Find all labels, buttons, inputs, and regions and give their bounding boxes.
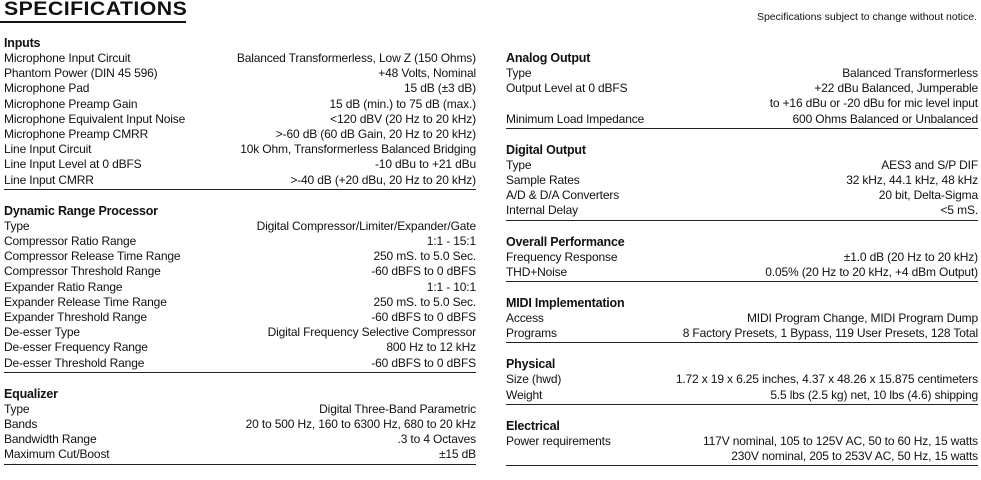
spec-label: Type <box>506 66 532 80</box>
spec-value: Digital Compressor/Limiter/Expander/Gate <box>256 218 476 233</box>
spec-value: 1.72 x 19 x 6.25 inches, 4.37 x 48.26 x 15.875 centimeters <box>675 372 978 387</box>
title-underline <box>0 21 186 23</box>
spec-row <box>506 372 978 387</box>
spec-label: Microphone Preamp Gain <box>4 96 138 111</box>
spec-label: Bands <box>4 417 38 432</box>
spec-value: AES3 and S/P DIF <box>881 157 978 172</box>
spec-label: Output Level at 0 dBFS <box>506 81 628 96</box>
spec-row <box>4 219 476 234</box>
spec-value: +48 Volts, Nominal <box>378 66 476 81</box>
spec-value: Balanced Transformerless <box>842 66 978 80</box>
section-title: Overall Performance <box>506 234 625 249</box>
spec-section-equalizer <box>4 387 476 465</box>
spec-value: 15 dB (min.) to 75 dB (max.) <box>329 96 476 111</box>
spec-row <box>4 173 476 188</box>
spec-value: 1:1 - 15:1 <box>426 234 476 249</box>
spec-value: 250 mS. to 5.0 Sec. <box>373 294 476 309</box>
spec-value: Digital Three-Band Parametric <box>319 401 476 416</box>
spec-section-overall-performance <box>506 235 978 282</box>
spec-value: 1:1 - 10:1 <box>426 279 476 294</box>
spec-value: 5.5 lbs (2.5 kg) net, 10 lbs (4.6) shipping <box>770 387 978 402</box>
section-title: Electrical <box>506 418 560 433</box>
spec-value: 10k Ohm, Transformerless Balanced Bridging <box>240 142 476 157</box>
section-title: Inputs <box>4 36 41 50</box>
spec-value: 250 mS. to 5.0 Sec. <box>373 249 476 264</box>
spec-value: 8 Factory Presets, 1 Bypass, 119 User Presets, 128 Total <box>682 326 978 341</box>
spec-row <box>4 417 476 432</box>
spec-row <box>506 250 978 265</box>
spec-label: Programs <box>506 326 557 341</box>
spec-label: Type <box>506 157 532 172</box>
spec-label: Expander Ratio Range <box>4 279 123 294</box>
spec-row <box>506 326 978 341</box>
spec-value: <120 dBV (20 Hz to 20 kHz) <box>330 111 476 126</box>
spec-label: Weight <box>506 387 543 402</box>
spec-value: +22 dBu Balanced, Jumperable <box>814 81 978 96</box>
spec-label: Microphone Equivalent Input Noise <box>4 111 186 126</box>
page-title: SPECIFICATIONS <box>4 0 188 20</box>
spec-row <box>4 157 476 172</box>
spec-row <box>506 434 978 449</box>
spec-value: >-60 dB (60 dB Gain, 20 Hz to 20 kHz) <box>275 127 476 142</box>
spec-value: to +16 dBu or -20 dBu for mic level input <box>769 96 978 111</box>
spec-row <box>506 449 978 464</box>
spec-row <box>4 66 476 81</box>
section-title: MIDI Implementation <box>506 296 625 311</box>
spec-row <box>4 432 476 447</box>
spec-label: Line Input Level at 0 dBFS <box>4 157 142 172</box>
spec-row <box>506 66 978 81</box>
spec-value: Digital Frequency Selective Compressor <box>267 325 476 340</box>
spec-label: Compressor Ratio Range <box>4 234 137 249</box>
spec-label: Power requirements <box>506 433 611 448</box>
spec-value: 20 bit, Delta-Sigma <box>878 188 978 203</box>
spec-value: 117V nominal, 105 to 125V AC, 50 to 60 Hz, 15 watts <box>703 433 978 448</box>
spec-row <box>4 295 476 310</box>
spec-row <box>4 249 476 264</box>
spec-row <box>4 402 476 417</box>
spec-label: Phantom Power (DIN 45 596) <box>4 66 158 81</box>
spec-label: De-esser Threshold Range <box>4 355 145 370</box>
spec-label: Type <box>4 218 30 233</box>
left-column <box>4 36 476 479</box>
section-title: Analog Output <box>506 51 591 65</box>
spec-label: Expander Threshold Range <box>4 310 147 325</box>
spec-value: ±15 dB <box>438 447 476 462</box>
spec-label: De-esser Frequency Range <box>4 340 148 355</box>
spec-row <box>506 173 978 188</box>
spec-value: Balanced Transformerless, Low Z (150 Ohms) <box>236 51 476 65</box>
spec-label: Access <box>506 311 544 326</box>
spec-value: 0.05% (20 Hz to 20 kHz, +4 dBm Output) <box>765 264 978 279</box>
spec-row <box>4 447 476 462</box>
spec-row <box>4 81 476 96</box>
spec-row <box>506 112 978 127</box>
spec-row <box>506 265 978 280</box>
section-title: Dynamic Range Processor <box>4 203 158 218</box>
spec-row <box>4 234 476 249</box>
spec-row <box>506 96 978 111</box>
spec-value: 15 dB (±3 dB) <box>403 81 476 96</box>
spec-value: 20 to 500 Hz, 160 to 6300 Hz, 680 to 20 kHz <box>245 417 476 432</box>
spec-row <box>4 264 476 279</box>
spec-row <box>506 188 978 203</box>
spec-value: .3 to 4 Octaves <box>397 432 476 447</box>
spec-section-inputs <box>4 36 476 190</box>
spec-row <box>4 310 476 325</box>
spec-value: ±1.0 dB (20 Hz to 20 kHz) <box>843 249 978 264</box>
section-title: Physical <box>506 357 556 372</box>
spec-label: Minimum Load Impedance <box>506 111 645 126</box>
spec-value: 32 kHz, 44.1 kHz, 48 kHz <box>846 173 978 188</box>
spec-label: A/D & D/A Converters <box>506 188 620 203</box>
section-title: Digital Output <box>506 142 586 157</box>
spec-section-electrical <box>506 419 978 466</box>
spec-label: Internal Delay <box>506 203 578 218</box>
spec-section-midi-implementation <box>506 296 978 343</box>
spec-label: Sample Rates <box>506 173 580 188</box>
spec-row <box>4 356 476 371</box>
spec-label: Compressor Threshold Range <box>4 264 161 279</box>
spec-row <box>4 142 476 157</box>
spec-row <box>4 325 476 340</box>
spec-row <box>4 51 476 66</box>
spec-section-digital-output <box>506 143 978 221</box>
spec-label: Line Input CMRR <box>4 172 94 187</box>
spec-value: -10 dBu to +21 dBu <box>374 157 476 172</box>
spec-label: Maximum Cut/Boost <box>4 447 110 462</box>
right-column <box>506 51 978 480</box>
spec-value: 800 Hz to 12 kHz <box>386 340 476 355</box>
spec-label: Frequency Response <box>506 249 618 264</box>
spec-label: Microphone Pad <box>4 81 90 96</box>
spec-label: Microphone Input Circuit <box>4 51 131 65</box>
spec-row <box>506 311 978 326</box>
spec-row <box>4 340 476 355</box>
spec-row <box>4 127 476 142</box>
spec-label: Expander Release Time Range <box>4 294 167 309</box>
spec-label: Line Input Circuit <box>4 142 92 157</box>
spec-value: -60 dBFS to 0 dBFS <box>371 355 476 370</box>
spec-value: >-40 dB (+20 dBu, 20 Hz to 20 kHz) <box>290 172 476 187</box>
spec-section-dynamic-range-processor <box>4 204 476 373</box>
spec-row <box>506 388 978 403</box>
spec-label: De-esser Type <box>4 325 80 340</box>
spec-value: -60 dBFS to 0 dBFS <box>371 264 476 279</box>
section-title: Equalizer <box>4 386 58 401</box>
spec-label: Bandwidth Range <box>4 432 97 447</box>
spec-section-physical <box>506 357 978 404</box>
spec-label: Microphone Preamp CMRR <box>4 127 149 142</box>
spec-row <box>4 112 476 127</box>
spec-row <box>506 81 978 96</box>
spec-label: Type <box>4 401 30 416</box>
spec-label: Compressor Release Time Range <box>4 249 181 264</box>
spec-value: MIDI Program Change, MIDI Program Dump <box>746 311 978 326</box>
spec-value: 230V nominal, 205 to 253V AC, 50 Hz, 15 watts <box>731 449 978 464</box>
spec-label: Size (hwd) <box>506 372 562 387</box>
spec-row <box>506 203 978 218</box>
spec-value: -60 dBFS to 0 dBFS <box>371 310 476 325</box>
spec-row <box>4 97 476 112</box>
change-notice: Specifications subject to change without notice. <box>756 11 977 23</box>
spec-section-analog-output <box>506 51 978 129</box>
spec-value: <5 mS. <box>940 203 978 218</box>
spec-label: THD+Noise <box>506 264 567 279</box>
spec-row <box>506 158 978 173</box>
spec-value: 600 Ohms Balanced or Unbalanced <box>792 111 978 126</box>
spec-row <box>4 280 476 295</box>
